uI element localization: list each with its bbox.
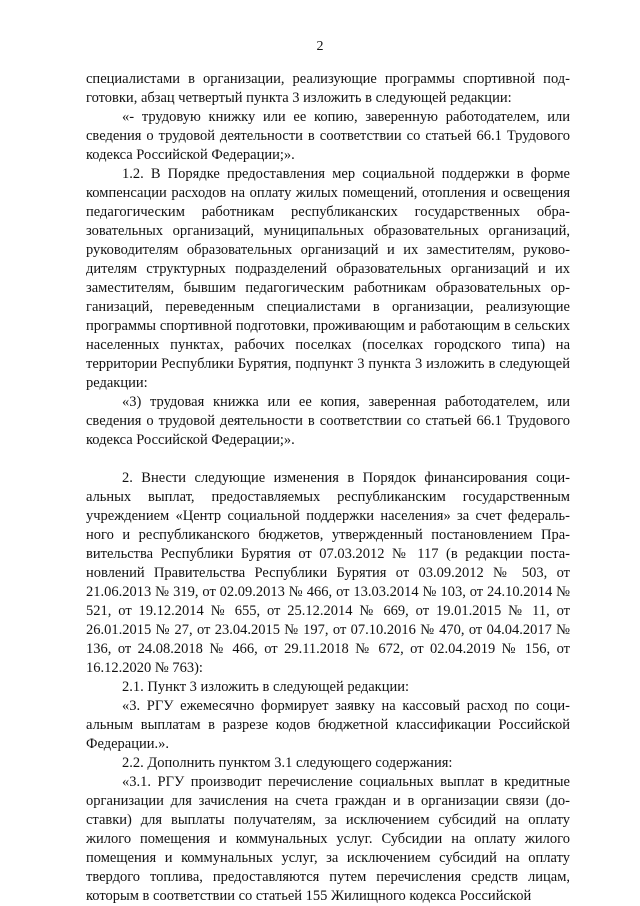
paragraph-quote-3-rgu: «3. РГУ ежемесячно формирует заявку на кассовый расход по социальным выплатам в разрезе кодов бюджетной классификации Российской Федерации.». (86, 698, 570, 752)
document-body (86, 70, 570, 906)
paragraph-continuation: специалистами в организации, реализующие программы спортивной подготовки, абзац четвертый пункта 3 изложить в следующей редакции: (86, 71, 570, 106)
paragraph-quote-work-book: «- трудовую книжку или ее копию, заверенную работодателем, или сведения о трудовой деятельности в соответствии со статьей 66.1 Трудового кодекса Российской Федерации;». (86, 109, 570, 163)
paragraph-1-2: 1.2. В Порядке предоставления мер социальной поддержки в форме компенсации расходов на оплату жилых помещений, отопления и освещения педагогическим работникам республиканских государственных образовательных организаций, муниципальных образовательных организаций, руководителям образовательных организаций и их заместителям, руководителям структурных подразделений образовательных организаций и их заместителям, бывшим педагогическим работникам образовательных организаций, переведенным специалистами в организации, реализующие программы спортивной подготовки, проживающим и работающим в сельских населенных пунктах, рабочих поселках (поселках городского типа) на территории Республики Бурятия, подпункт 3 пункта 3 изложить в следующей редакции: (86, 166, 570, 391)
page-number: 2 (316, 39, 324, 54)
paragraph-2: 2. Внести следующие изменения в Порядок финансирования социальных выплат, предоставляемых республиканским государственным учреждением «Центр социальной поддержки населения» за счет федерального и республиканского бюджетов, утвержденный постановлением Правительства Республики Бурятия от 07.03.2012 № 117 (в редакции постановлений Правительства Республики Бурятия от 03.09.2012 № 503, от 21.06.2013 № 319, от 02.09.2013 № 466, от 13.03.2014 № 103, от 24.10.2014 № 521, от 19.12.2014 № 655, от 25.12.2014 № 669, от 19.01.2015 № 11, от 26.01.2015 № 27, от 23.04.2015 № 197, от 07.10.2016 № 470, от 04.04.2017 № 136, от 24.08.2018 № 466, от 29.11.2018 № 672, от 02.04.2019 № 156, от 16.12.2020 № 763): (86, 470, 570, 676)
paragraph-2-2: 2.2. Дополнить пунктом 3.1 следующего содержания: (122, 755, 453, 771)
paragraph-2-1: 2.1. Пункт 3 изложить в следующей редакции: (122, 679, 410, 695)
paragraph-quote-3: «3) трудовая книжка или ее копия, заверенная работодателем, или сведения о трудовой деятельности в соответствии со статьей 66.1 Трудового кодекса Российской Федерации;». (86, 394, 570, 448)
paragraph-quote-3-1: «3.1. РГУ производит перечисление социальных выплат в кредитные организации для зачисления на счета граждан и в организации связи (доставки) для выплаты получателям, за исключением субсидий на оплату жилого помещения и коммунальных услуг. Субсидии на оплату жилого помещения и коммунальных услуг, за исключением субсидий на оплату твердого топлива, предоставляются путем перечисления средств лицам, которым в соответствии со статьей 155 Жилищного кодекса Российской (86, 774, 570, 904)
